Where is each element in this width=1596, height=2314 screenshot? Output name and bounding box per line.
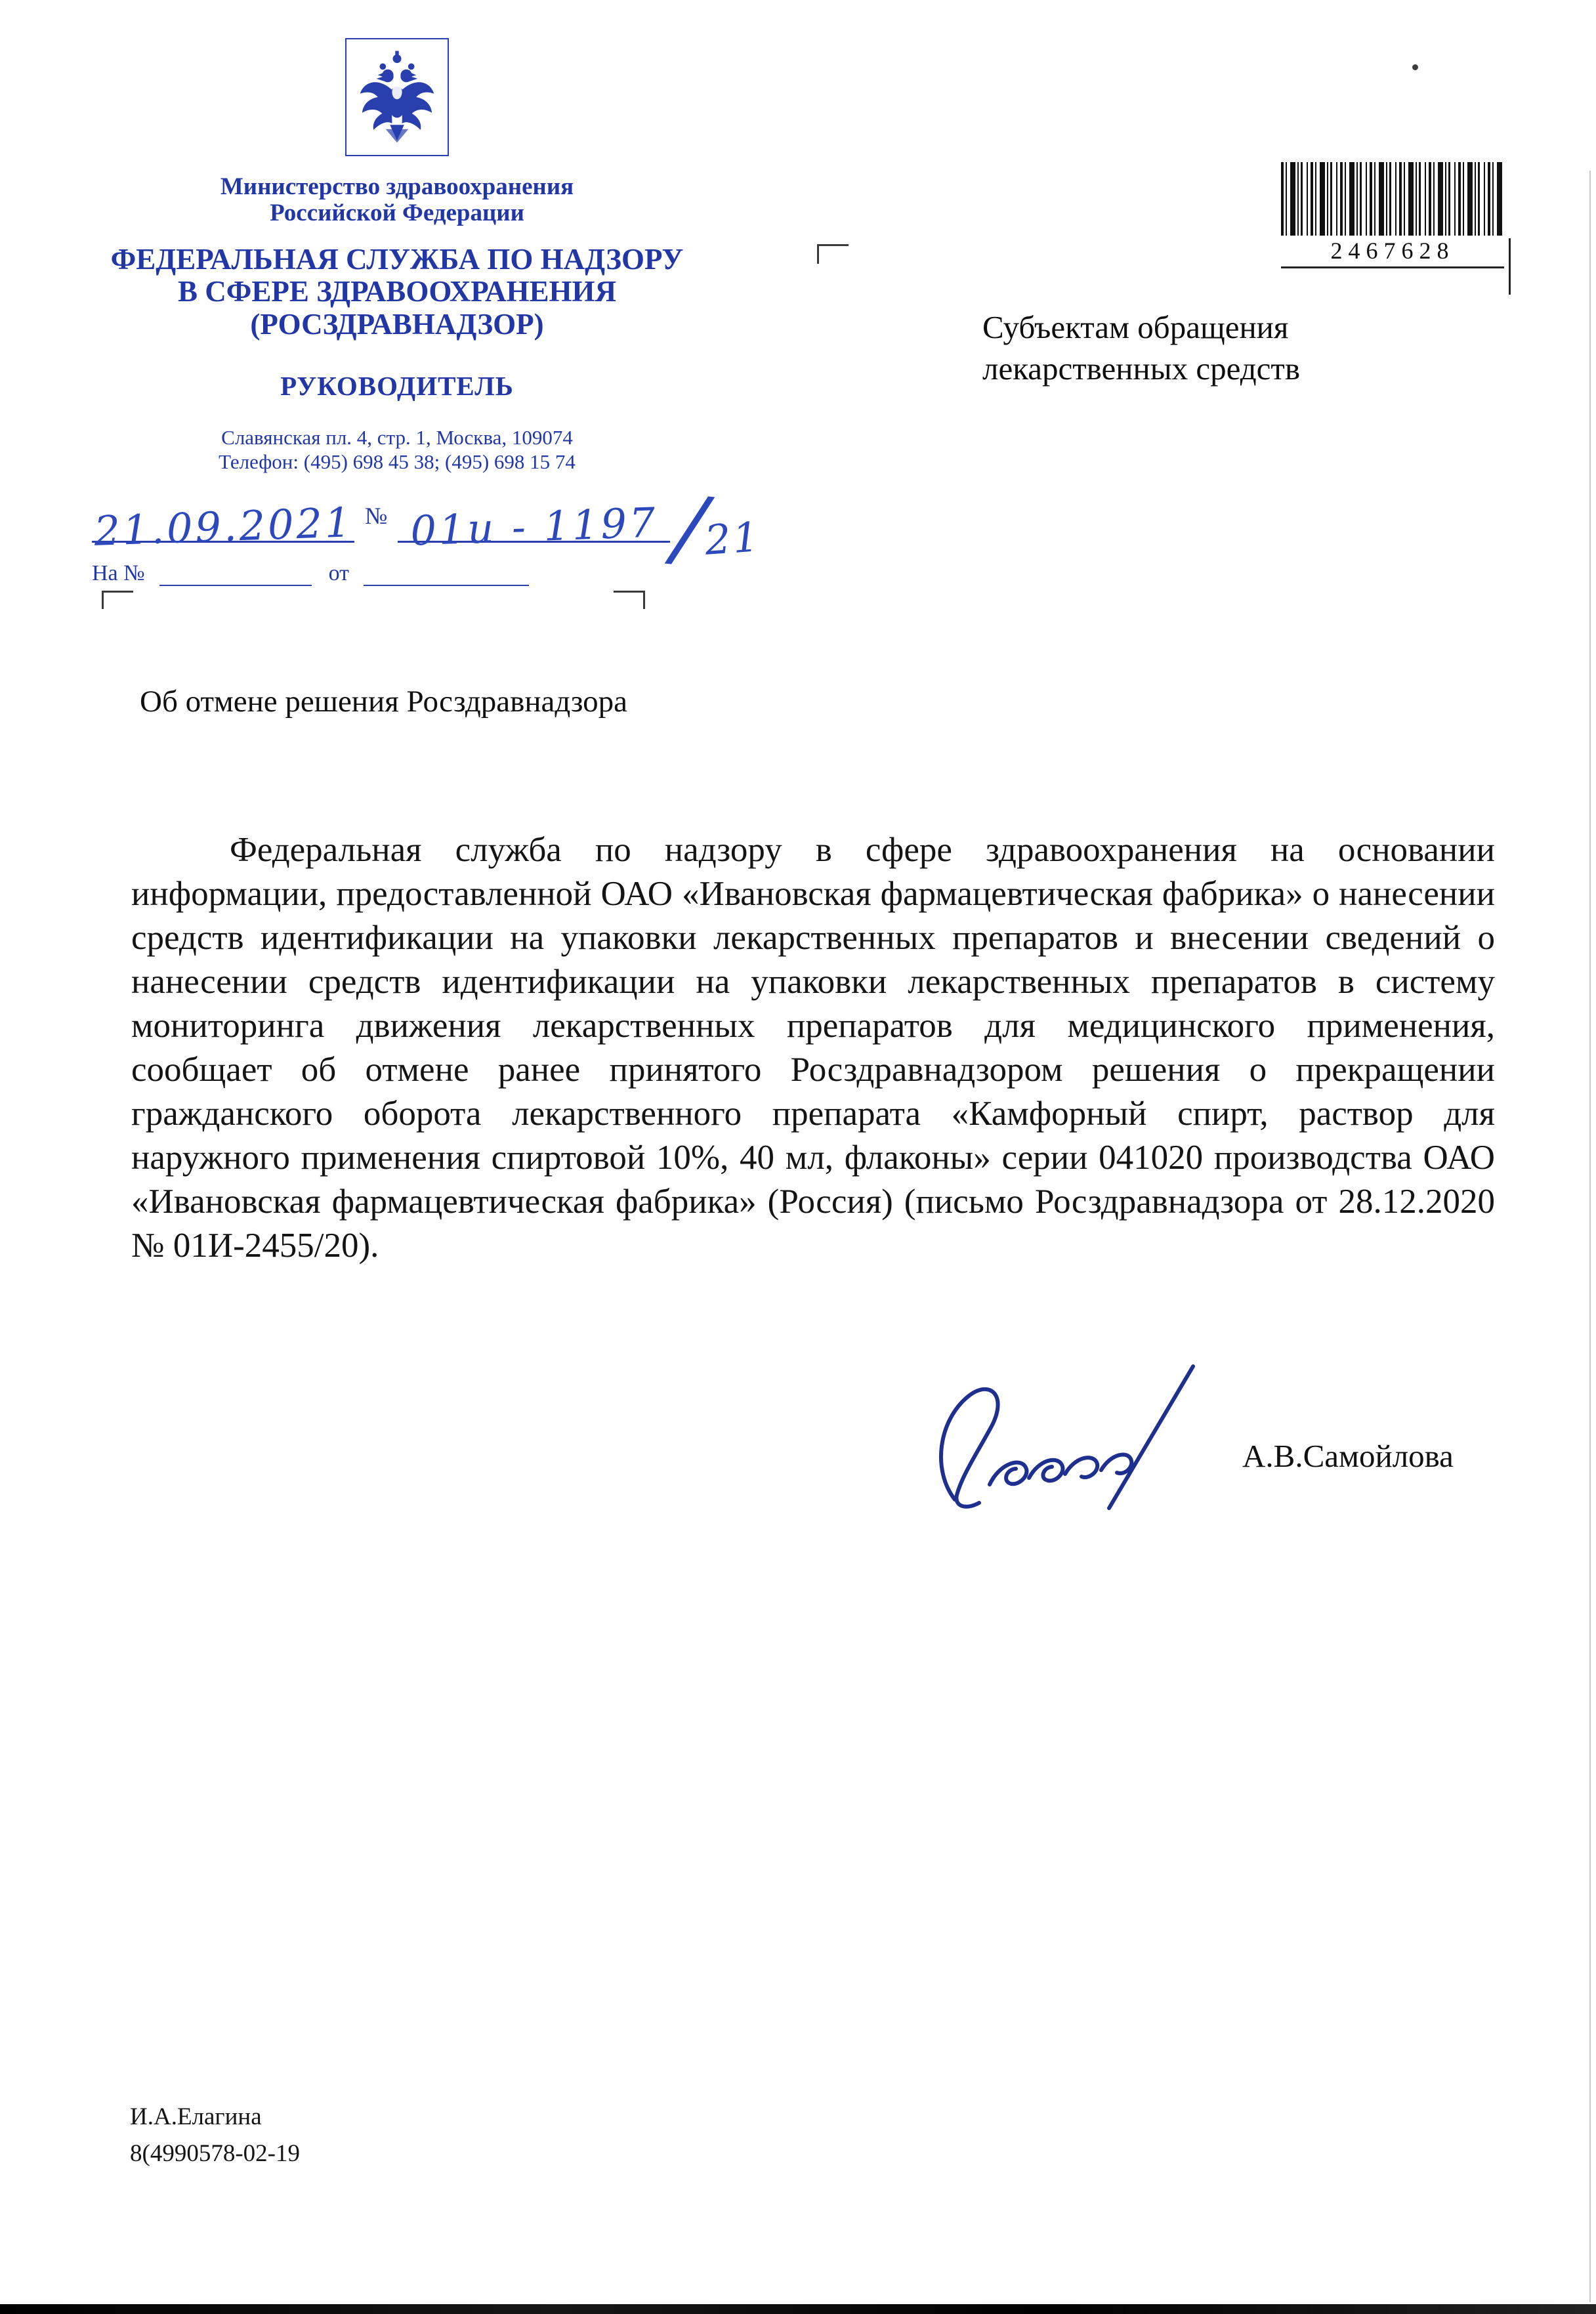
agency-line-3: (РОСЗДРАВНАДЗОР) — [250, 307, 544, 341]
double-headed-eagle-icon — [354, 48, 440, 146]
recipient-line-1: Субъектам обращения — [982, 309, 1289, 345]
agency-line-1: ФЕДЕРАЛЬНАЯ СЛУЖБА ПО НАДЗОРУ — [110, 242, 684, 276]
handwritten-signature — [886, 1339, 1227, 1546]
handwritten-number-suffix — [670, 476, 763, 580]
number-field — [398, 486, 670, 555]
handwritten-date: 21.09.2021 — [93, 497, 354, 555]
address-zone-corner-mark-right — [614, 591, 645, 609]
ministry-name — [92, 174, 702, 226]
barcode-bars — [1281, 162, 1504, 236]
scan-dot-artifact — [1412, 64, 1418, 70]
scan-edge-artifact-bottom — [0, 2304, 1596, 2314]
handwritten-year-suffix: 21 — [703, 512, 763, 564]
letterhead — [92, 38, 763, 586]
executor-block — [130, 2099, 300, 2172]
ministry-line-1: Министерство здравоохранения — [220, 173, 574, 200]
letter-body-paragraph: Федеральная служба по надзору в сфере здравоохранения на основании информации, предоставленной ОАО «Ивановская фармацевтическая фабрика» о нанесении средств идентификации на упаковки лекарственных препаратов и внесении сведений о нанесении средств идентификации на упаковки лекарственных препаратов в систему мониторинга движения лекарственных препаратов для медицинского применения, сообщает об отмене ранее принятого Росздравнадзором решения о прекращении гражданского оборота лекарственного препарата «Камфорный спирт, раствор для наружного применения спиртовой 10%, 40 мл, флаконы» серии 041020 производства ОАО «Ивановская фармацевтическая фабрика» (Россия) (письмо Росздравнадзора от 28.12.2020 № 01И-2455/20). — [131, 831, 1495, 1265]
executor-name: И.А.Елагина — [130, 2103, 262, 2130]
date-field — [92, 486, 354, 555]
agency-name — [92, 243, 702, 341]
coat-of-arms-emblem — [345, 38, 449, 156]
recipient-line-2: лекарственных средств — [982, 350, 1300, 387]
agency-line-2: В СФЕРЕ ЗДРАВООХРАНЕНИЯ — [177, 275, 617, 308]
reply-reference-line — [92, 560, 702, 586]
ministry-line-2: Российской Федерации — [270, 199, 524, 226]
barcode-frame-line — [1281, 266, 1504, 268]
handwritten-slash: / — [670, 476, 710, 580]
reply-date-blank — [364, 560, 529, 586]
letter-subject: Об отмене решения Росздравнадзора — [140, 684, 627, 719]
reply-number-blank — [159, 560, 312, 586]
signature-ink-icon — [886, 1339, 1227, 1542]
number-sign-label: № — [365, 502, 388, 529]
contact-block — [92, 426, 702, 474]
address-zone-corner-mark-top — [817, 244, 849, 264]
phone-numbers: Телефон: (495) 698 45 38; (495) 698 15 74 — [219, 450, 576, 473]
signer-name: А.В.Самойлова — [1242, 1438, 1454, 1474]
reply-number-label: На № — [92, 560, 145, 585]
recipient-block — [982, 307, 1300, 389]
barcode-number: 2467628 — [1330, 238, 1455, 264]
handwritten-number: 01и - 1197 — [410, 498, 659, 555]
executor-phone: 8(4990578-02-19 — [130, 2139, 300, 2167]
signer-position-title: РУКОВОДИТЕЛЬ — [280, 371, 514, 402]
reply-from-label: от — [328, 560, 350, 585]
scan-edge-artifact-right — [1589, 171, 1591, 2302]
registration-barcode — [1281, 162, 1504, 268]
postal-address: Славянская пл. 4, стр. 1, Москва, 109074 — [221, 426, 573, 450]
address-zone-corner-mark-left — [102, 591, 133, 609]
barcode-frame-tick — [1509, 238, 1511, 295]
